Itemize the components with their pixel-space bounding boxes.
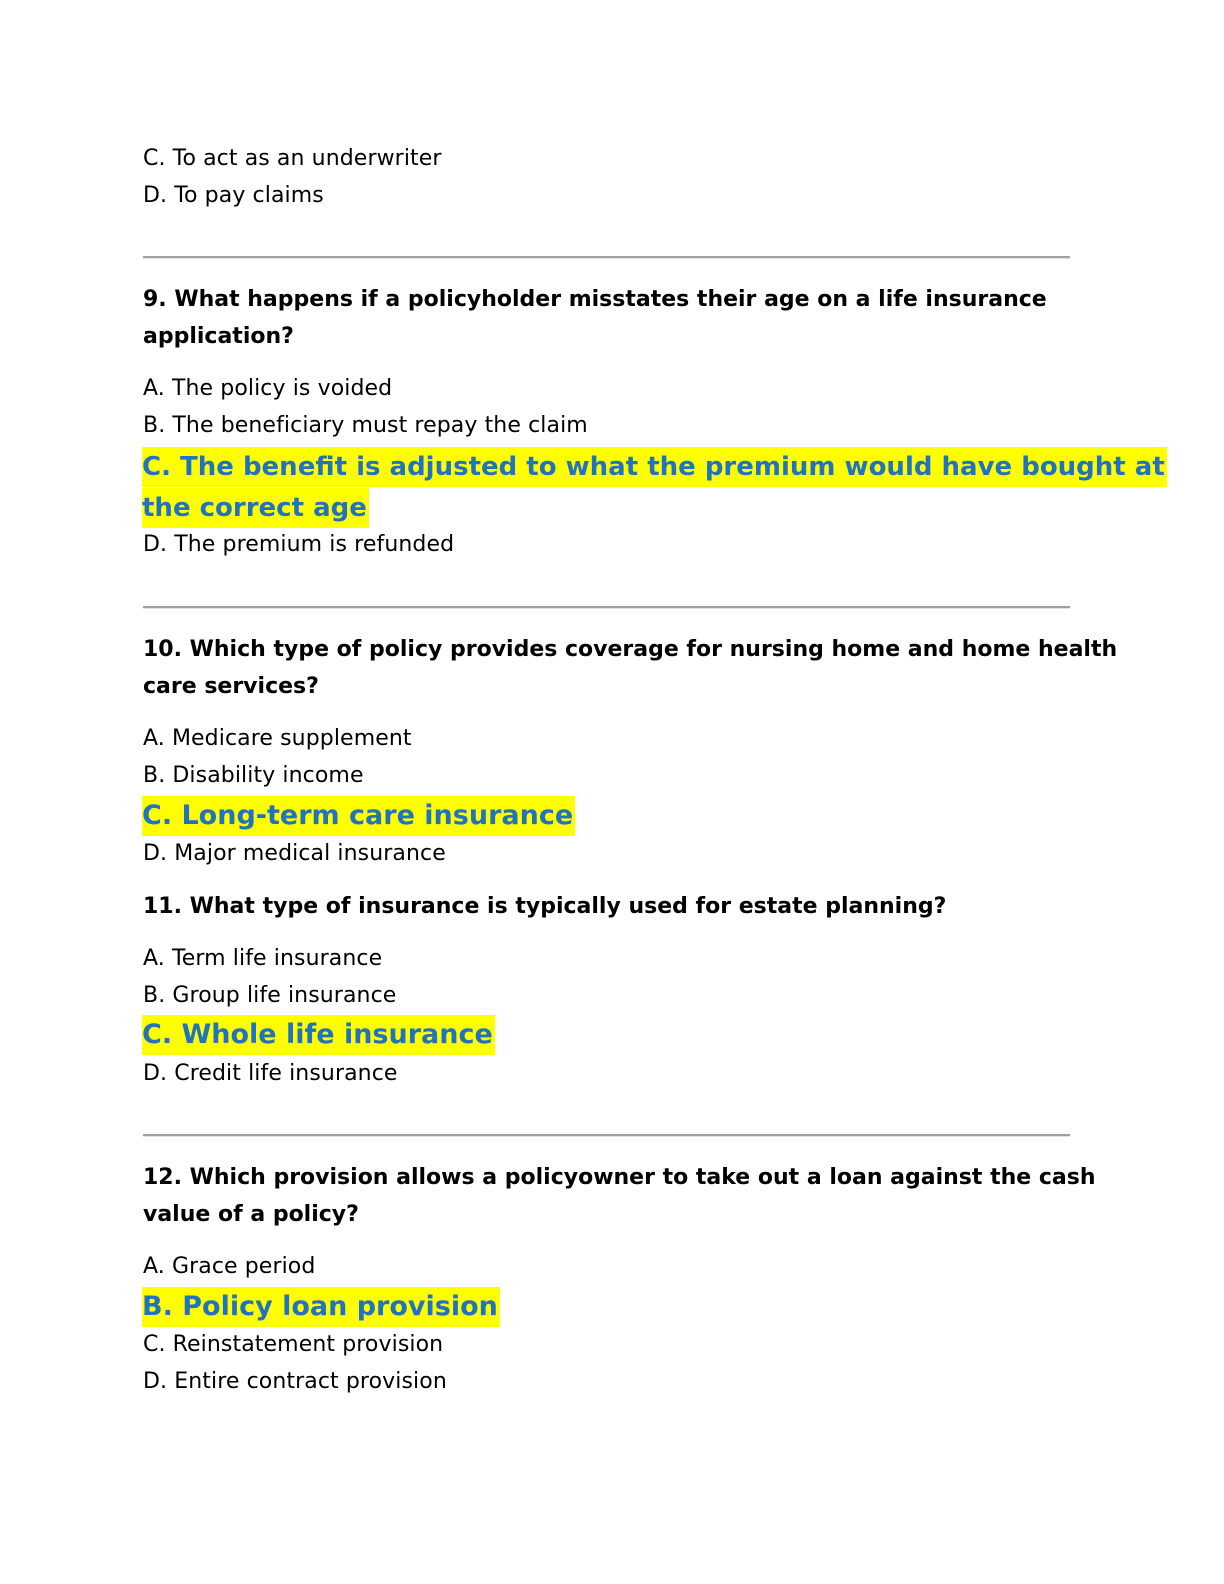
q9-option-a: A. The policy is voided <box>143 376 393 401</box>
q10-option-a: A. Medicare supplement <box>143 726 412 751</box>
q9-option-d: D. The premium is refunded <box>143 532 455 557</box>
q11-option-b: B. Group life insurance <box>143 983 397 1008</box>
q10-question-line2: care services? <box>143 674 319 699</box>
q9-question-line1: 9. What happens if a policyholder misstates their age on a life insurance <box>143 287 1047 312</box>
q12-option-d: D. Entire contract provision <box>143 1369 447 1394</box>
divider <box>143 256 1070 259</box>
divider <box>143 606 1070 609</box>
q12-question-line2: value of a policy? <box>143 1202 359 1227</box>
q11-option-d: D. Credit life insurance <box>143 1061 398 1086</box>
q10-option-d: D. Major medical insurance <box>143 841 446 866</box>
q9-option-c-line1-answer: C. The benefit is adjusted to what the premium would have bought at <box>142 447 1167 487</box>
q10-option-b: B. Disability income <box>143 763 364 788</box>
q8-option-d: D. To pay claims <box>143 183 324 208</box>
q11-option-c-answer: C. Whole life insurance <box>142 1015 495 1055</box>
q11-option-a: A. Term life insurance <box>143 946 383 971</box>
divider <box>143 1134 1070 1137</box>
q9-option-b: B. The beneficiary must repay the claim <box>143 413 588 438</box>
q10-option-c-answer: C. Long-term care insurance <box>142 796 575 836</box>
q12-option-a: A. Grace period <box>143 1254 316 1279</box>
q8-option-c: C. To act as an underwriter <box>143 146 442 171</box>
q12-option-b-answer: B. Policy loan provision <box>142 1287 500 1327</box>
q10-question-line1: 10. Which type of policy provides coverage for nursing home and home health <box>143 637 1118 662</box>
q12-question-line1: 12. Which provision allows a policyowner to take out a loan against the cash <box>143 1165 1096 1190</box>
q9-option-c-line2-answer: the correct age <box>142 488 369 528</box>
q11-question: 11. What type of insurance is typically used for estate planning? <box>143 894 947 919</box>
q9-question-line2: application? <box>143 324 294 349</box>
q12-option-c: C. Reinstatement provision <box>143 1332 444 1357</box>
